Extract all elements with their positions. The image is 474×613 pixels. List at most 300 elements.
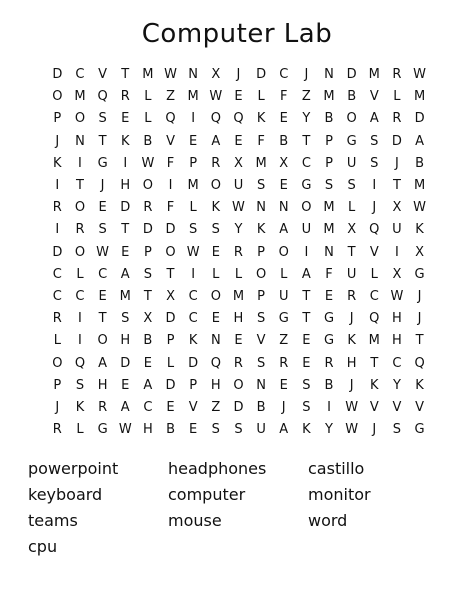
grid-letter: C (52, 266, 62, 282)
grid-letter: D (120, 200, 131, 216)
grid-letter: X (279, 155, 289, 171)
grid-letter: B (143, 333, 153, 349)
grid-letter: L (212, 266, 220, 282)
grid-letter: Y (234, 222, 243, 238)
grid-letter: R (392, 67, 402, 83)
grid-letter: R (98, 399, 108, 415)
grid-letter: O (278, 244, 289, 260)
grid-letter: V (166, 133, 175, 149)
grid-letter: X (233, 155, 243, 171)
grid-letter: O (301, 200, 312, 216)
grid-letter: J (395, 155, 399, 171)
grid-letter: T (166, 266, 175, 282)
grid-letter: H (142, 422, 153, 438)
grid-letter: H (120, 178, 131, 194)
grid-letter: L (348, 200, 356, 216)
grid-letter: R (324, 355, 334, 371)
grid-letter: L (189, 200, 197, 216)
grid-letter: I (55, 178, 60, 194)
grid-letter: S (143, 266, 153, 282)
grid-letter: P (189, 377, 198, 393)
grid-letter: B (324, 377, 334, 393)
grid-letter: A (98, 355, 108, 371)
grid-letter: U (278, 288, 289, 304)
grid-letter: D (414, 111, 425, 127)
grid-letter: Q (210, 355, 221, 371)
grid-letter: H (210, 377, 221, 393)
grid-letter: L (144, 111, 152, 127)
grid-letter: R (279, 355, 289, 371)
grid-letter: T (98, 311, 107, 327)
grid-letter: L (370, 266, 378, 282)
grid-letter: N (324, 67, 334, 83)
grid-letter: X (415, 244, 425, 260)
grid-letter: E (189, 133, 198, 149)
grid-letter: H (120, 333, 131, 349)
grid-letter: I (78, 155, 82, 171)
grid-letter: W (186, 244, 200, 260)
grid-letter: E (234, 133, 243, 149)
grid-letter: R (233, 244, 243, 260)
grid-letter: J (417, 288, 422, 304)
grid-letter: P (325, 133, 333, 149)
grid-letter: W (390, 288, 404, 304)
letter-grid (46, 64, 431, 442)
grid-letter: A (120, 266, 130, 282)
grid-letter: O (74, 200, 86, 216)
grid-letter: F (257, 133, 265, 149)
grid-letter: S (121, 311, 130, 327)
grid-letter: O (74, 244, 86, 260)
grid-letter: L (393, 89, 401, 105)
grid-letter: B (256, 399, 266, 415)
grid-letter: K (120, 133, 130, 149)
grid-letter: Y (325, 422, 333, 438)
grid-letter: Q (74, 355, 86, 371)
grid-letter: N (75, 133, 85, 149)
grid-letter: D (256, 67, 267, 83)
grid-letter: W (141, 155, 155, 171)
word-list (28, 456, 458, 560)
word-list-item: mouse (168, 511, 222, 530)
grid-letter: Q (210, 111, 221, 127)
grid-letter: R (347, 288, 357, 304)
grid-letter: C (75, 67, 85, 83)
word-list-item: keyboard (28, 485, 103, 504)
grid-letter: J (349, 311, 354, 327)
grid-letter: Q (414, 355, 425, 371)
grid-letter: T (121, 67, 130, 83)
grid-letter: T (370, 355, 379, 371)
grid-letter: C (188, 288, 198, 304)
grid-row (46, 286, 431, 308)
grid-letter: C (52, 288, 62, 304)
grid-letter: V (415, 399, 425, 415)
grid-letter: I (123, 155, 128, 171)
grid-letter: L (257, 89, 265, 105)
grid-letter: P (143, 244, 152, 260)
grid-letter: E (189, 422, 198, 438)
grid-letter: O (210, 178, 221, 194)
grid-letter: H (346, 355, 357, 371)
grid-letter: N (324, 244, 334, 260)
grid-letter: C (369, 288, 379, 304)
grid-letter: J (100, 178, 105, 194)
grid-row (46, 308, 431, 330)
grid-letter: X (347, 222, 357, 238)
grid-letter: S (234, 422, 243, 438)
word-list-item: cpu (28, 537, 58, 556)
grid-letter: S (256, 311, 266, 327)
grid-row (46, 131, 431, 153)
grid-letter: N (256, 200, 266, 216)
grid-letter: J (372, 422, 377, 438)
grid-letter: E (121, 111, 130, 127)
grid-letter: L (234, 266, 243, 282)
grid-letter: S (98, 222, 107, 238)
grid-letter: B (415, 155, 425, 171)
grid-letter: D (52, 67, 63, 83)
word-list-item: word (308, 511, 348, 530)
grid-letter: E (279, 178, 288, 194)
grid-letter: R (120, 89, 130, 105)
grid-letter: E (98, 200, 107, 216)
grid-letter: O (210, 288, 221, 304)
word-list-item: computer (168, 485, 246, 504)
grid-letter: M (413, 89, 426, 105)
grid-letter: A (279, 222, 289, 238)
grid-letter: L (53, 333, 61, 349)
grid-letter: M (323, 89, 335, 105)
grid-letter: S (324, 178, 334, 194)
grid-letter: X (392, 200, 402, 216)
grid-letter: H (97, 377, 108, 393)
grid-letter: T (121, 222, 130, 238)
grid-letter: E (121, 377, 130, 393)
grid-letter: T (347, 244, 356, 260)
grid-letter: O (255, 266, 267, 282)
grid-letter: Q (233, 111, 244, 127)
grid-letter: E (234, 89, 243, 105)
grid-letter: D (165, 311, 176, 327)
grid-letter: E (302, 355, 311, 371)
grid-letter: D (391, 133, 402, 149)
grid-letter: E (211, 244, 220, 260)
grid-letter: V (369, 89, 379, 105)
grid-letter: L (144, 89, 152, 105)
grid-letter: E (324, 288, 334, 304)
word-list-item: castillo (308, 459, 365, 478)
grid-letter: M (323, 222, 335, 238)
grid-letter: N (188, 67, 199, 83)
grid-letter: J (417, 311, 422, 327)
grid-letter: C (392, 355, 402, 371)
grid-letter: T (302, 133, 311, 149)
grid-letter: W (96, 244, 110, 260)
grid-letter: D (165, 377, 176, 393)
grid-letter: M (232, 288, 245, 304)
grid-letter: G (301, 178, 312, 194)
grid-letter: W (164, 67, 177, 83)
grid-letter: X (211, 67, 221, 83)
grid-letter: S (392, 422, 402, 438)
grid-letter: U (301, 222, 312, 238)
grid-letter: E (211, 311, 220, 327)
grid-letter: C (188, 311, 198, 327)
grid-row (46, 108, 431, 130)
grid-letter: P (189, 155, 198, 171)
grid-letter: T (415, 333, 424, 349)
grid-letter: H (392, 311, 402, 327)
grid-letter: G (97, 155, 108, 171)
grid-letter: U (233, 178, 244, 194)
grid-letter: A (415, 133, 425, 149)
grid-letter: E (143, 355, 152, 371)
grid-row (46, 219, 431, 241)
grid-letter: D (233, 399, 244, 415)
grid-letter: E (279, 377, 288, 393)
grid-letter: H (233, 311, 244, 327)
grid-row (46, 264, 431, 286)
grid-letter: P (53, 111, 62, 127)
grid-letter: S (302, 377, 311, 393)
grid-letter: N (210, 333, 221, 349)
grid-letter: S (370, 133, 379, 149)
grid-letter: Q (97, 89, 108, 105)
grid-letter: S (256, 178, 266, 194)
grid-letter: T (98, 133, 107, 149)
grid-letter: V (98, 67, 108, 83)
grid-letter: S (211, 422, 220, 438)
grid-letter: O (74, 111, 86, 127)
grid-letter: O (52, 89, 63, 105)
grid-letter: O (142, 178, 153, 194)
grid-letter: E (279, 111, 288, 127)
grid-letter: O (233, 377, 244, 393)
grid-letter: W (232, 200, 245, 216)
grid-letter: Y (302, 111, 311, 127)
grid-letter: X (166, 288, 175, 304)
grid-letter: E (98, 288, 107, 304)
grid-letter: O (165, 244, 176, 260)
grid-letter: S (211, 222, 220, 238)
grid-letter: R (52, 422, 62, 438)
grid-letter: W (118, 422, 132, 438)
grid-letter: R (211, 155, 221, 171)
grid-letter: G (97, 422, 108, 438)
grid-letter: M (413, 178, 426, 194)
word-list-row (28, 456, 458, 482)
grid-letter: K (256, 222, 266, 238)
grid-letter: E (234, 333, 243, 349)
grid-letter: M (323, 200, 335, 216)
grid-row (46, 64, 431, 86)
grid-letter: R (75, 222, 85, 238)
grid-row (46, 86, 431, 108)
word-list-row (28, 482, 458, 508)
grid-letter: E (166, 399, 175, 415)
grid-letter: A (279, 422, 289, 438)
grid-letter: T (302, 288, 311, 304)
grid-letter: I (372, 178, 377, 194)
grid-letter: J (281, 399, 286, 415)
grid-row (46, 242, 431, 264)
grid-letter: N (256, 377, 266, 393)
grid-letter: W (413, 200, 426, 216)
grid-letter: V (392, 399, 402, 415)
grid-letter: I (168, 178, 173, 194)
grid-letter: V (256, 333, 266, 349)
grid-letter: I (78, 333, 82, 349)
grid-letter: C (301, 155, 311, 171)
grid-letter: K (415, 222, 424, 238)
grid-letter: U (346, 266, 357, 282)
grid-letter: P (257, 288, 265, 304)
grid-letter: Q (165, 111, 176, 127)
grid-row (46, 419, 431, 441)
grid-row (46, 397, 431, 419)
grid-letter: J (55, 133, 60, 149)
grid-letter: O (52, 355, 63, 371)
grid-letter: W (345, 422, 359, 438)
grid-letter: D (120, 355, 131, 371)
grid-letter: K (211, 200, 221, 216)
grid-letter: S (98, 111, 107, 127)
grid-letter: Z (279, 333, 289, 349)
grid-letter: U (346, 155, 357, 171)
word-list-item: powerpoint (28, 459, 119, 478)
grid-letter: Q (369, 311, 380, 327)
grid-row (46, 197, 431, 219)
grid-letter: J (55, 399, 60, 415)
grid-letter: J (372, 200, 377, 216)
grid-letter: M (187, 178, 199, 194)
grid-letter: B (347, 89, 357, 105)
grid-letter: E (302, 333, 311, 349)
grid-letter: L (76, 266, 84, 282)
grid-letter: P (325, 155, 333, 171)
grid-letter: O (97, 333, 108, 349)
grid-letter: D (165, 222, 176, 238)
grid-letter: G (323, 311, 335, 327)
grid-letter: B (143, 133, 153, 149)
grid-letter: P (257, 244, 265, 260)
grid-letter: S (75, 377, 85, 393)
grid-letter: X (143, 311, 153, 327)
grid-row (46, 153, 431, 175)
grid-letter: I (327, 399, 331, 415)
grid-letter: L (76, 422, 84, 438)
grid-letter: M (368, 67, 380, 83)
grid-letter: L (280, 266, 288, 282)
grid-letter: I (395, 244, 399, 260)
grid-row (46, 352, 431, 374)
grid-letter: G (414, 422, 425, 438)
grid-letter: A (369, 111, 379, 127)
grid-letter: G (346, 133, 357, 149)
grid-letter: F (166, 155, 175, 171)
grid-letter: K (415, 377, 424, 393)
grid-letter: R (52, 311, 62, 327)
grid-letter: M (142, 67, 154, 83)
grid-letter: J (304, 67, 309, 83)
grid-letter: G (278, 311, 289, 327)
grid-letter: K (370, 377, 379, 393)
grid-letter: K (256, 111, 266, 127)
grid-letter: T (392, 178, 401, 194)
grid-letter: B (279, 133, 289, 149)
grid-letter: I (55, 222, 60, 238)
grid-letter: T (75, 178, 84, 194)
grid-letter: D (346, 67, 357, 83)
grid-letter: I (191, 266, 196, 282)
grid-letter: B (166, 422, 175, 438)
grid-letter: A (211, 133, 221, 149)
grid-letter: F (166, 200, 175, 216)
grid-letter: Z (301, 89, 311, 105)
grid-letter: P (53, 377, 62, 393)
grid-letter: B (324, 111, 334, 127)
grid-letter: D (52, 244, 63, 260)
grid-letter: C (98, 266, 108, 282)
grid-letter: J (349, 377, 354, 393)
word-list-row (28, 508, 458, 534)
grid-letter: Q (369, 222, 380, 238)
grid-letter: S (256, 355, 266, 371)
grid-letter: W (413, 67, 426, 83)
grid-letter: I (191, 111, 196, 127)
grid-letter: K (53, 155, 62, 171)
grid-letter: S (347, 178, 356, 194)
grid-letter: I (78, 311, 82, 327)
grid-letter: A (120, 399, 130, 415)
grid-letter: I (304, 244, 309, 260)
grid-letter: M (119, 288, 131, 304)
grid-letter: H (392, 333, 402, 349)
grid-letter: R (52, 200, 62, 216)
grid-letter: S (189, 222, 198, 238)
grid-letter: Y (392, 377, 401, 393)
grid-letter: F (279, 89, 288, 105)
grid-letter: T (302, 311, 311, 327)
puzzle-title: Computer Lab (141, 19, 333, 49)
word-list-item: teams (28, 511, 78, 530)
grid-letter: M (74, 89, 86, 105)
grid-letter: S (370, 155, 379, 171)
grid-letter: P (166, 333, 175, 349)
grid-letter: U (392, 222, 402, 238)
grid-letter: O (346, 111, 357, 127)
grid-letter: K (188, 333, 198, 349)
grid-letter: W (345, 399, 359, 415)
grid-letter: D (188, 355, 199, 371)
grid-letter: M (368, 333, 380, 349)
grid-letter: S (302, 399, 311, 415)
grid-letter: M (255, 155, 267, 171)
grid-row (46, 175, 431, 197)
grid-letter: E (121, 244, 130, 260)
word-list-item: monitor (308, 485, 371, 504)
grid-row (46, 375, 431, 397)
grid-letter: J (236, 67, 241, 83)
word-list-item: headphones (168, 459, 267, 478)
grid-letter: N (278, 200, 289, 216)
grid-letter: L (166, 355, 175, 371)
grid-letter: R (392, 111, 402, 127)
grid-letter: C (75, 288, 85, 304)
grid-letter: U (256, 422, 266, 438)
grid-letter: K (347, 333, 356, 349)
